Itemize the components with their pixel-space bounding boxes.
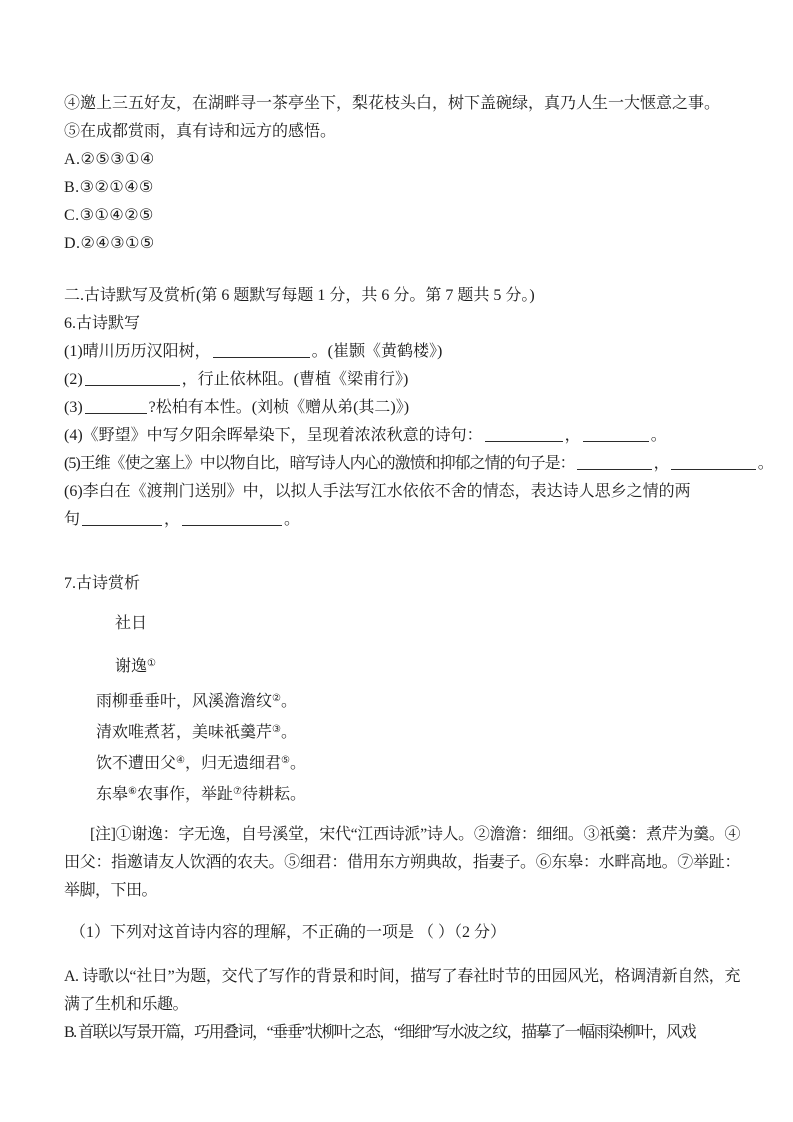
item-2-post: ，行止依林阻。(曹植《梁甫行》): [181, 371, 409, 388]
sentence-5: ⑤在成都赏雨，真有诗和远方的感悟。: [64, 123, 337, 140]
order-option-b: B.③②①④⑤: [64, 179, 154, 196]
item-1-post: 。(崔颢《黄鹤楼》): [311, 343, 443, 360]
item-5-post: 。: [757, 455, 773, 472]
footnote-ref: ⑤: [281, 755, 290, 766]
dictation-item-5: [64, 450, 773, 478]
dictation-item-6-line1: (6)李白在《渡荆门送别》中，以拟人手法写江水依依不舍的情态，表达诗人思乡之情的两: [64, 483, 691, 500]
answer-blank: [485, 427, 563, 442]
item-2-pre: (2): [64, 371, 83, 388]
item-5-pre: (5)王维《使之塞上》中以物自比，暗写诗人内心的激愤和抑郁之情的句子是：: [64, 455, 575, 472]
choice-option-b: B. 首联以写景开篇，巧用叠词，“垂垂”状柳叶之态，“细细”写水波之纹，描摹了一幅雨染柳叶，风戏: [64, 1024, 696, 1041]
question-7-title: 7.古诗赏析: [64, 575, 141, 592]
item-1-pre: (1)晴川历历汉阳树，: [64, 343, 211, 360]
item-3-post: ?松柏有本性。(刘桢《赠从弟(其二)》): [148, 399, 410, 416]
answer-blank: [85, 399, 147, 414]
poem-text: 。: [289, 755, 306, 772]
poem-text: 农事作，举趾: [136, 786, 233, 803]
footnote-ref: ②: [272, 693, 281, 704]
answer-blank: [671, 455, 756, 470]
footnote-ref: ④: [176, 755, 185, 766]
poet-name: 谢逸: [115, 658, 148, 675]
poem-line-1: [64, 685, 740, 716]
sub-question-1-stem: （1）下列对这首诗内容的理解，不正确的一项是 （ ）（2 分）: [70, 924, 507, 941]
poem-text: 清欢唯煮茗，美味祇羹芹: [96, 724, 273, 741]
item-4-post: 。: [650, 427, 667, 444]
poem-text: 待耕耘。: [241, 786, 306, 803]
dictation-item-1: [64, 338, 740, 366]
choice-option-a: A. 诗歌以“社日”为题，交代了写作的背景和时间，描写了春社时节的田园风光，格调清新自然，充满了生机和乐趣。: [64, 968, 740, 1013]
order-option-c: C.③①④②⑤: [64, 207, 154, 224]
section-2-heading: 二.古诗默写及赏析(第 6 题默写每题 1 分，共 6 分。第 7 题共 5 分。): [64, 287, 535, 304]
item-6-post: 。: [284, 511, 301, 528]
sentence-4: ④邀上三五好友，在湖畔寻一茶亭坐下，梨花枝头白，树下盖碗绿，真乃人生一大惬意之事。: [64, 95, 721, 112]
item-3-pre: (3): [64, 399, 83, 416]
poem-text: 。: [280, 724, 297, 741]
poem-text: 。: [280, 693, 297, 710]
footnote-ref: ⑥: [128, 786, 137, 797]
dictation-item-2: [64, 366, 740, 394]
poem-text: 东皋: [96, 786, 129, 803]
answer-blank: [583, 427, 649, 442]
order-option-d: D.②④③①⑤: [64, 235, 155, 252]
footnote-ref: ③: [272, 724, 281, 735]
answer-blank: [182, 511, 282, 526]
dictation-item-4: [64, 422, 740, 450]
dictation-item-6-line2: [64, 506, 740, 534]
item-6-pre: 句: [64, 511, 81, 528]
item-6-mid: ，: [164, 511, 181, 528]
item-4-pre: (4)《野望》中写夕阳余晖晕染下，呈现着浓浓秋意的诗句：: [64, 427, 483, 444]
poem-line-3: [64, 747, 740, 778]
poem-footnotes: [注]①谢逸：字无逸，自号溪堂，宋代“江西诗派”诗人。②澹澹：细细。③祇羹：煮芹为羹。④田父：指邀请友人饮酒的农夫。⑤细君：借用东方朔典故，指妻子。⑥东皋：水畔高地。⑦举趾：举脚，下田。: [64, 826, 740, 899]
order-option-a: A.②⑤③①④: [64, 151, 155, 168]
item-4-mid: ，: [564, 427, 581, 444]
question-6-title: 6.古诗默写: [64, 315, 141, 332]
poem-text: ，归无遗细君: [184, 755, 281, 772]
poem-text: 雨柳垂垂叶，风溪澹澹纹: [96, 693, 273, 710]
answer-blank: [82, 511, 162, 526]
footnote-ref: ⑦: [233, 786, 242, 797]
footnote-ref: ①: [147, 658, 156, 669]
poem-title: 社日: [115, 615, 148, 632]
poem-line-2: [64, 716, 740, 747]
dictation-item-3: [64, 394, 740, 422]
answer-blank: [213, 343, 310, 358]
item-5-mid: ，: [653, 455, 669, 472]
poem-line-4: [64, 778, 740, 809]
poem-text: 饮不遭田父: [96, 755, 177, 772]
answer-blank: [577, 455, 652, 470]
poem-author: [64, 650, 740, 681]
answer-blank: [85, 371, 180, 386]
